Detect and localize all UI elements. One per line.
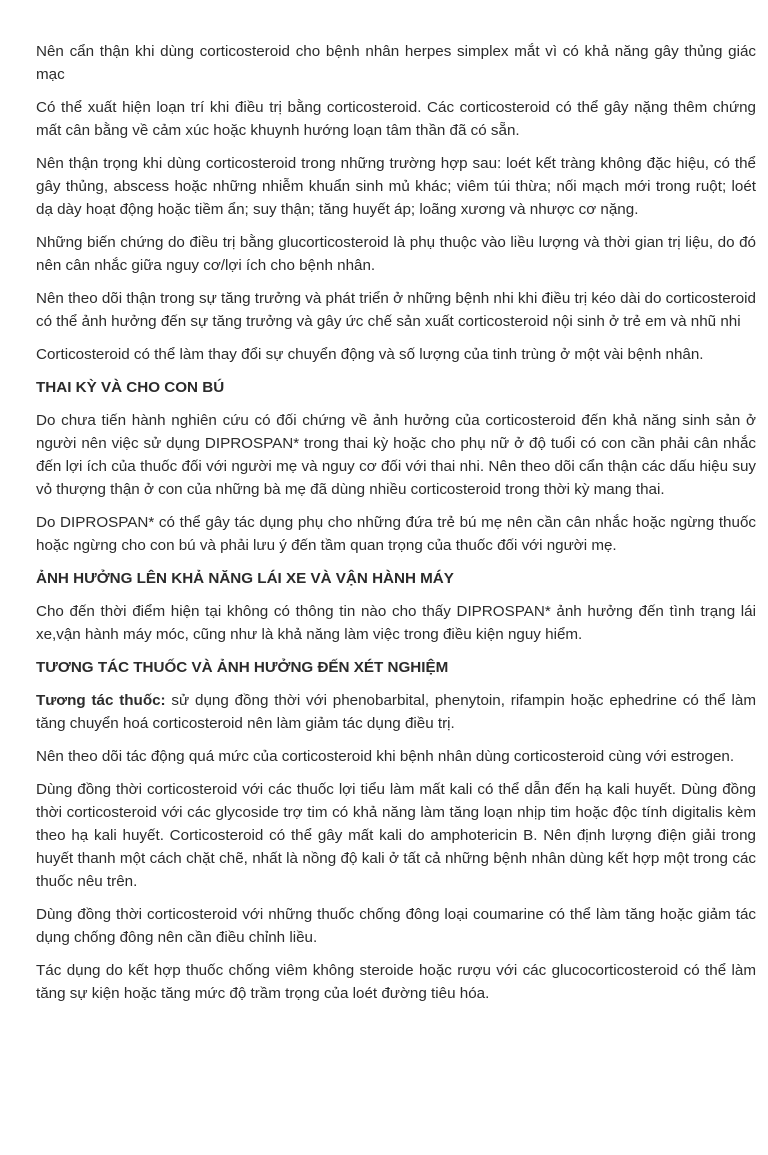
paragraph-potassium: Dùng đồng thời corticosteroid với các thuốc lợi tiểu làm mất kali có thể dẫn đến hạ kali huyết. Dùng đồng thời corticosteroid với các glycoside trợ tim có khả năng làm tăng loạn nhịp tim hoặc độc tính digitalis kèm theo hạ kali huyết. Corticosteroid có thể gây mất kali do amphotericin B. Nên định lượng điện giải trong huyết thanh một cách chặt chẽ, nhất là nồng độ kali ở tất cả những bệnh nhân dùng kết hợp một trong các thuốc nêu trên. (36, 781, 756, 890)
paragraph-herpes: Nên cẩn thận khi dùng corticosteroid cho bệnh nhân herpes simplex mắt vì có khả năng gây thủng giác mạc (36, 43, 756, 83)
paragraph-pediatric: Nên theo dõi thận trong sự tăng trưởng và phát triển ở những bệnh nhi khi điều trị kéo dài do corticosteroid có thể ảnh hưởng đến sự tăng trưởng và gây ức chế sản xuất corticosteroid nội sinh ở trẻ em và nhũ nhi (36, 290, 756, 330)
heading-pregnancy: THAI KỲ VÀ CHO CON BÚ (36, 379, 225, 396)
document-page (36, 40, 756, 1015)
paragraph-complications: Những biến chứng do điều trị bằng glucorticosteroid là phụ thuộc vào liều lượng và thời gian trị liệu, do đó nên cân nhắc giữa nguy cơ/lợi ích cho bệnh nhân. (36, 234, 756, 274)
interactions-lead-label: Tương tác thuốc: (36, 692, 166, 709)
paragraph-interactions-lead (36, 689, 756, 735)
heading-driving: ẢNH HƯỞNG LÊN KHẢ NĂNG LÁI XE VÀ VẬN HÀNH MÁY (36, 570, 454, 587)
paragraph-coumarine: Dùng đồng thời corticosteroid với những thuốc chống đông loại coumarine có thể làm tăng hoặc giảm tác dụng chống đông nên cần điều chỉnh liều. (36, 906, 756, 946)
paragraph-nsaid: Tác dụng do kết hợp thuốc chống viêm không steroide hoặc rượu với các glucocorticosteroid có thể làm tăng sự kiện hoặc tăng mức độ trầm trọng của loét đường tiêu hóa. (36, 962, 756, 1002)
paragraph-pregnancy-1: Do chưa tiến hành nghiên cứu có đối chứng về ảnh hưởng của corticosteroid đến khả năng sinh sản ở người nên việc sử dụng DIPROSPAN* trong thai kỳ hoặc cho phụ nữ ở độ tuổi có con cần phải cân nhắc đến lợi ích của thuốc đối với người mẹ và nguy cơ đối với thai nhi. Nên theo dõi cẩn thận các dấu hiệu suy vỏ thượng thận ở con của những bà mẹ đã dùng nhiều corticosteroid trong thời kỳ mang thai. (36, 412, 756, 498)
paragraph-driving: Cho đến thời điểm hiện tại không có thông tin nào cho thấy DIPROSPAN* ảnh hưởng đến tình trạng lái xe,vận hành máy móc, cũng như là khả năng làm việc trong điều kiện nguy hiểm. (36, 603, 756, 643)
paragraph-pregnancy-2: Do DIPROSPAN* có thể gây tác dụng phụ cho những đứa trẻ bú mẹ nên cần cân nhắc hoặc ngừng thuốc hoặc ngừng cho con bú và phải lưu ý đến tầm quan trọng của thuốc đối với người mẹ. (36, 514, 756, 554)
paragraph-estrogen: Nên theo dõi tác động quá mức của corticosteroid khi bệnh nhân dùng corticosteroid cùng với estrogen. (36, 748, 735, 765)
paragraph-sperm: Corticosteroid có thể làm thay đổi sự chuyển động và số lượng của tinh trùng ở một vài bệnh nhân. (36, 346, 704, 363)
heading-interactions: TƯƠNG TÁC THUỐC VÀ ẢNH HƯỞNG ĐẾN XÉT NGHIỆM (36, 659, 449, 676)
interactions-lead-text: sử dụng đồng thời với phenobarbital, phenytoin, rifampin hoặc ephedrine có thể làm tăng chuyển hoá corticosteroid nên làm giảm tác dụng điều trị. (36, 692, 756, 732)
paragraph-psychosis: Có thể xuất hiện loạn trí khi điều trị bằng corticosteroid. Các corticosteroid có thể gây nặng thêm chứng mất cân bằng về cảm xúc hoặc khuynh hướng loạn tâm thần đã có sẵn. (36, 99, 756, 139)
paragraph-precautions: Nên thận trọng khi dùng corticosteroid trong những trường hợp sau: loét kết tràng không đặc hiệu, có thể gây thủng, abscess hoặc những nhiễm khuẩn sinh mủ khác; viêm túi thừa; nối mạch mới trong ruột; loét dạ dày hoạt động hoặc tiềm ẩn; suy thận; tăng huyết áp; loãng xương và nhược cơ nặng. (36, 155, 756, 218)
